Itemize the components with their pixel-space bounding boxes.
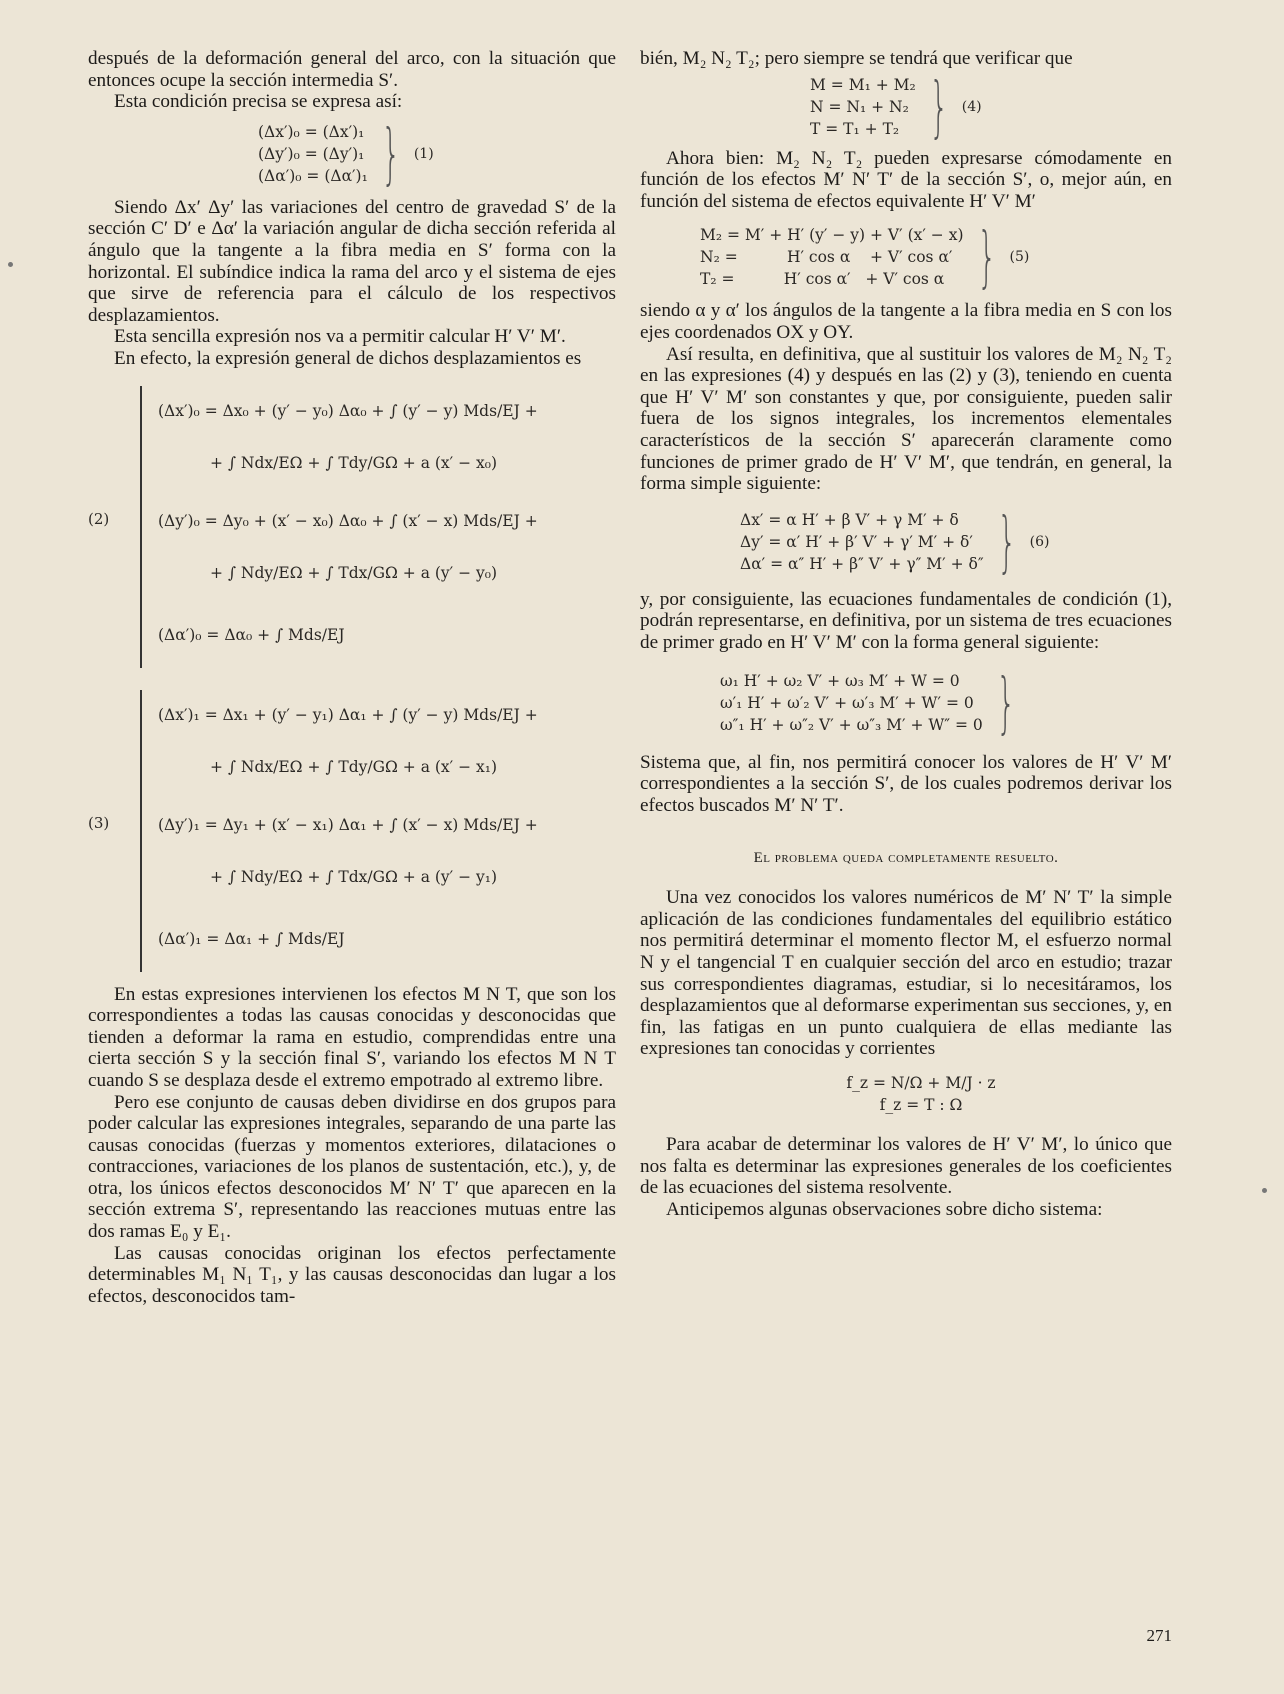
equation-line: M₂ = M′ + H′ (y′ − y) + V′ (x′ − x) (700, 226, 964, 245)
paragraph: Anticipemos algunas observaciones sobre dicho sistema: (666, 1198, 1103, 1220)
equation-line: (Δx′)₀ = Δx₀ + (y′ − y₀) Δα₀ + ∫ (y′ − y) Mds/EJ + (158, 401, 538, 420)
left-brace (140, 690, 142, 972)
paragraph: Esta sencilla expresión nos va a permitir calcular H′ V′ M′. (114, 326, 566, 348)
right-brace: } (996, 663, 1016, 741)
paragraph: En estas expresiones intervienen los efectos M N T, que son los correspondientes a todas las causas conocidas y desconocidas que tienden a deformar la rama en estudio, comprendidas entre una cierta sección S y la sección final S′, variando los efectos M N T cuando S se desplaza desde el extremo empotrado al extremo libre. (88, 983, 616, 1091)
equation-line: (Δy′)₁ = Δy₁ + (x′ − x₁) Δα₁ + ∫ (x′ − x) Mds/EJ + (158, 815, 538, 834)
equation-2 (88, 382, 616, 672)
paragraph: Siendo Δx′ Δy′ las variaciones del centro de gravedad S′ de la sección C′ D′ e Δα′ la variación angular de dicha sección referida al ángulo que la tangente a la fibra media en S′ forma con la horizontal. El subíndice indica la rama del arco y el sistema de ejes que sirve de referencia para el cálculo de los respectivos desplazamientos. (88, 196, 616, 326)
paragraph: bién, M₂ N₂ T₂; pero siempre se tendrá que verificar que (640, 48, 1073, 69)
equation-8 (670, 1072, 1172, 1116)
equation-line: (Δy′)₀ = (Δy′)₁ (258, 144, 365, 163)
left-column (88, 48, 616, 1307)
equation-line: + ∫ Ndy/EΩ + ∫ Tdx/GΩ + a (y′ − y₁) (210, 867, 498, 886)
section-heading: El problema queda completamente resuelto. (753, 850, 1059, 867)
equation-5 (700, 218, 1172, 296)
equation-number: (1) (413, 145, 434, 162)
equation-line: Δx′ = α H′ + β V′ + γ M′ + δ (740, 510, 959, 529)
equation-line: Δα′ = α″ H′ + β″ V′ + γ″ M′ + δ″ (740, 554, 984, 573)
equation-line: (Δy′)₀ = Δy₀ + (x′ − x₀) Δα₀ + ∫ (x′ − x) Mds/EJ + (158, 511, 538, 530)
equation-line: (Δx′)₀ = (Δx′)₁ (258, 122, 365, 141)
equation-number: (3) (88, 813, 110, 832)
paragraph: y, por consiguiente, las ecuaciones fundamentales de condición (1), podrán representarse, en definitiva, por un sistema de tres ecuaciones de primer grado en H′ V′ M′ con la forma general siguiente: (640, 588, 1172, 653)
equation-line: + ∫ Ndy/EΩ + ∫ Tdx/GΩ + a (y′ − y₀) (210, 563, 498, 582)
right-column (640, 48, 1172, 1220)
equation-line: (Δx′)₁ = Δx₁ + (y′ − y₁) Δα₁ + ∫ (y′ − y) Mds/EJ + (158, 705, 538, 724)
equation-1 (258, 114, 616, 192)
equation-line: + ∫ Ndx/EΩ + ∫ Tdy/GΩ + a (x′ − x₁) (210, 757, 498, 776)
equation-line: Δy′ = α′ H′ + β′ V′ + γ′ M′ + δ′ (740, 532, 973, 551)
paragraph: Esta condición precisa se expresa así: (114, 91, 403, 113)
equation-4 (810, 67, 1172, 145)
right-brace: } (997, 502, 1017, 580)
equation-line: N = N₁ + N₂ (810, 97, 909, 116)
paragraph: En efecto, la expresión general de dichos desplazamientos es (114, 347, 582, 369)
paragraph: Las causas conocidas originan los efectos perfectamente determinables M₁ N₁ T₁, y las causas desconocidas dan lugar a los efectos, desconocidos tam- (88, 1242, 616, 1307)
equation-6 (740, 502, 1172, 580)
right-brace: } (929, 67, 949, 145)
right-brace: } (381, 114, 401, 192)
scan-speck (1262, 1188, 1267, 1193)
equation-line: N₂ = H′ cos α + V′ cos α′ (700, 248, 953, 267)
paragraph: Para acabar de determinar los valores de H′ V′ M′, lo único que nos falta es determinar las expresiones generales de los coeficientes de las ecuaciones del sistema resolvente. (640, 1134, 1172, 1199)
paragraph: Sistema que, al fin, nos permitirá conocer los valores de H′ V′ M′ correspondientes a la sección S′, de los cuales podremos derivar los efectos buscados M′ N′ T′. (640, 751, 1172, 816)
equation-line: ω₁ H′ + ω₂ V′ + ω₃ M′ + W = 0 (720, 671, 960, 690)
equation-number: (6) (1029, 533, 1050, 550)
page-number: 271 (1146, 1626, 1172, 1645)
paragraph: después de la deformación general del arco, con la situación que entonces ocupe la sección intermedia S′. (88, 48, 616, 91)
paragraph: Así resulta, en definitiva, que al sustituir los valores de M₂ N₂ T₂ en las expresiones (4) y después en las (2) y (3), teniendo en cuenta que H′ V′ M′ son constantes y que, por consiguiente, pueden salir fuera de los signos integrales, los incrementos elementales característicos de la sección S′ aparecerán claramente como funciones de primer grado de H′ V′ M′, que tendrán, en general, la forma simple siguiente: (640, 343, 1172, 495)
equation-line: M = M₁ + M₂ (810, 75, 916, 94)
equation-line: (Δα′)₀ = (Δα′)₁ (258, 166, 368, 185)
paragraph: Una vez conocidos los valores numéricos de M′ N′ T′ la simple aplicación de las condiciones fundamentales del equilibrio estático nos permitirá determinar el momento flector M, el esfuerzo normal N y el tangencial T en cualquier sección del arco en estudio; trazar sus correspondientes diagramas, estudiar, si lo necesitáramos, los desplazamientos que al deformarse experimentan sus secciones, y, en fin, las fatigas en un punto cualquiera de ellas mediante las expresiones tan conocidas y corrientes (640, 887, 1172, 1060)
equation-number: (4) (961, 98, 982, 115)
right-brace: } (977, 218, 996, 296)
equation-line: f_z = N/Ω + M/J · z (846, 1074, 996, 1093)
equation-line: (Δα′)₀ = Δα₀ + ∫ Mds/EJ (158, 625, 345, 644)
equation-line: T₂ = H′ cos α′ + V′ cos α (700, 270, 945, 289)
equation-line: ω′₁ H′ + ω′₂ V′ + ω′₃ M′ + W′ = 0 (720, 693, 974, 712)
equation-line: T = T₁ + T₂ (810, 119, 900, 138)
paragraph: Pero ese conjunto de causas deben dividirse en dos grupos para poder calcular las expresiones integrales, separando de una parte las causas conocidas (fuerzas y momentos exteriores, dilataciones o contracciones, variaciones de los planos de sustentación, etc.), y, de otra, los únicos efectos desconocidos M′ N′ T′ que aparecen en la sección extrema S′, representando las reacciones mutuas entre las dos ramas E₀ y E₁. (88, 1091, 616, 1243)
equation-number: (2) (88, 509, 110, 528)
equation-line: + ∫ Ndx/EΩ + ∫ Tdy/GΩ + a (x′ − x₀) (210, 453, 498, 472)
equation-line: f_z = T : Ω (879, 1096, 963, 1115)
paragraph: Ahora bien: M₂ N₂ T₂ pueden expresarse cómodamente en función de los efectos M′ N′ T′ de la sección S′, o, mejor aún, en función del sistema de efectos equivalente H′ V′ M′ (640, 147, 1172, 212)
left-brace (140, 386, 142, 668)
paragraph: siendo α y α′ los ángulos de la tangente a la fibra media en S con los ejes coordenados OX y OY. (640, 300, 1172, 343)
equation-number: (5) (1009, 249, 1030, 266)
equation-line: (Δα′)₁ = Δα₁ + ∫ Mds/EJ (158, 929, 345, 948)
equation-7 (720, 663, 1172, 741)
equation-line: ω″₁ H′ + ω″₂ V′ + ω″₃ M′ + W″ = 0 (720, 715, 983, 734)
equation-3 (88, 686, 616, 976)
scan-speck (8, 262, 13, 267)
